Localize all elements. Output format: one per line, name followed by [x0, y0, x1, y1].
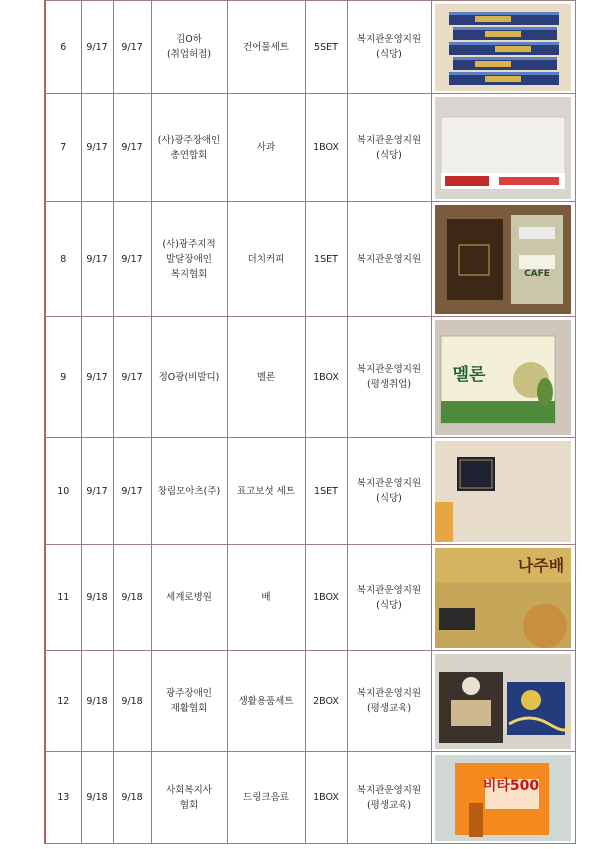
item-name: 사과: [227, 94, 305, 202]
photo-cell: [431, 651, 575, 752]
donation-photo: [435, 441, 571, 542]
photo-cell: [431, 545, 575, 651]
row-number: 9: [45, 317, 81, 438]
usage-cell: [347, 438, 431, 545]
receipt-date: 9/17: [81, 1, 113, 94]
photo-cell: [431, 752, 575, 844]
table-row: [45, 202, 575, 317]
donor-line: 광주장애인: [166, 688, 212, 699]
donor-line: (사)광주지적: [162, 238, 216, 250]
item-name: 드링크음료: [227, 752, 305, 844]
use-line: (평생교육): [366, 799, 412, 811]
quantity: 1BOX: [305, 752, 347, 844]
item-name: 건어물세트: [227, 1, 305, 94]
use-line: (식당): [376, 49, 402, 60]
quantity: 2BOX: [305, 651, 347, 752]
usage-cell: [347, 545, 431, 651]
donation-photo: [435, 205, 571, 314]
delivery-date: 9/18: [113, 752, 151, 844]
item-name: 멜론: [227, 317, 305, 438]
receipt-date: 9/18: [81, 752, 113, 844]
row-number: 12: [45, 651, 81, 752]
table-row: [45, 752, 575, 844]
item-name: 배: [227, 545, 305, 651]
donor-line: 창림모아츠(주): [157, 485, 221, 497]
item-name: 표고보섯 세트: [227, 438, 305, 545]
quantity: 1SET: [305, 202, 347, 317]
donor-line: (사)광주장애인: [157, 134, 221, 146]
use-line: (평생취업): [366, 379, 412, 390]
item-name: 더치커피: [227, 202, 305, 317]
donation-photo: [435, 4, 571, 91]
row-number: 11: [45, 545, 81, 651]
donor-line: 정O광(비발디): [158, 371, 220, 383]
donation-photo: [435, 755, 571, 841]
receipt-date: 9/18: [81, 651, 113, 752]
row-number: 7: [45, 94, 81, 202]
receipt-date: 9/17: [81, 317, 113, 438]
usage-cell: [347, 651, 431, 752]
receipt-date: 9/17: [81, 438, 113, 545]
row-number: 10: [45, 438, 81, 545]
usage-cell: [347, 1, 431, 94]
donor-cell: [151, 1, 227, 94]
row-number: 6: [45, 1, 81, 94]
use-line: 복지관운영지원: [356, 253, 422, 265]
donor-line: 협회: [179, 799, 199, 811]
photo-label: CAFE: [524, 268, 550, 279]
usage-cell: [347, 202, 431, 317]
use-line: (평생교육): [366, 703, 412, 714]
quantity: 5SET: [305, 1, 347, 94]
usage-cell: [347, 317, 431, 438]
usage-cell: [347, 752, 431, 844]
donor-line: 김O하: [176, 34, 202, 45]
donor-cell: [151, 545, 227, 651]
photo-cell: [431, 438, 575, 545]
donation-table: [44, 0, 576, 844]
donor-cell: [151, 317, 227, 438]
photo-cell: [431, 1, 575, 94]
usage-cell: [347, 94, 431, 202]
donor-line: 세계로병원: [166, 592, 212, 603]
donor-cell: [151, 94, 227, 202]
donor-cell: [151, 651, 227, 752]
donor-cell: [151, 202, 227, 317]
delivery-date: 9/17: [113, 317, 151, 438]
item-name: 생활용품세트: [227, 651, 305, 752]
photo-label: 멜론: [452, 364, 486, 385]
use-line: 복지관운영지원: [356, 134, 422, 146]
donor-line: 복지협회: [170, 268, 208, 280]
donor-cell: [151, 752, 227, 844]
donor-line: 발달장애인: [166, 253, 212, 265]
table-row: [45, 438, 575, 545]
quantity: 1BOX: [305, 94, 347, 202]
use-line: 복지관운영지원: [356, 688, 422, 699]
donor-line: 총연합회: [170, 149, 208, 161]
donation-photo: [435, 548, 571, 648]
use-line: 복지관운영지원: [356, 34, 422, 45]
table-row: [45, 1, 575, 94]
donation-photo: [435, 320, 571, 435]
donor-line: 사회복지사: [166, 784, 212, 796]
quantity: 1SET: [305, 438, 347, 545]
use-line: (식당): [376, 599, 402, 611]
table-row: [45, 651, 575, 752]
photo-cell: [431, 94, 575, 202]
delivery-date: 9/18: [113, 651, 151, 752]
donor-line: 재활협회: [170, 703, 208, 714]
photo-cell: [431, 202, 575, 317]
row-number: 8: [45, 202, 81, 317]
delivery-date: 9/17: [113, 1, 151, 94]
row-number: 13: [45, 752, 81, 844]
donor-cell: [151, 438, 227, 545]
quantity: 1BOX: [305, 317, 347, 438]
receipt-date: 9/17: [81, 94, 113, 202]
use-line: 복지관운영지원: [356, 478, 422, 489]
table-row: [45, 317, 575, 438]
receipt-date: 9/18: [81, 545, 113, 651]
photo-label: 비타500: [482, 777, 540, 794]
quantity: 1BOX: [305, 545, 347, 651]
use-line: (식당): [376, 149, 402, 161]
use-line: 복지관운영지원: [356, 584, 422, 596]
donation-photo: [435, 97, 571, 199]
photo-label: 나주배: [517, 555, 565, 575]
use-line: 복지관운영지원: [356, 364, 422, 375]
delivery-date: 9/17: [113, 438, 151, 545]
table-row: [45, 94, 575, 202]
delivery-date: 9/18: [113, 545, 151, 651]
use-line: 복지관운영지원: [356, 784, 422, 796]
donor-line: (취업허접): [166, 49, 212, 60]
photo-cell: [431, 317, 575, 438]
delivery-date: 9/17: [113, 202, 151, 317]
donation-photo: [435, 654, 571, 749]
receipt-date: 9/17: [81, 202, 113, 317]
delivery-date: 9/17: [113, 94, 151, 202]
table-row: [45, 545, 575, 651]
use-line: (식당): [376, 493, 402, 504]
donation-table-body: [45, 1, 575, 844]
